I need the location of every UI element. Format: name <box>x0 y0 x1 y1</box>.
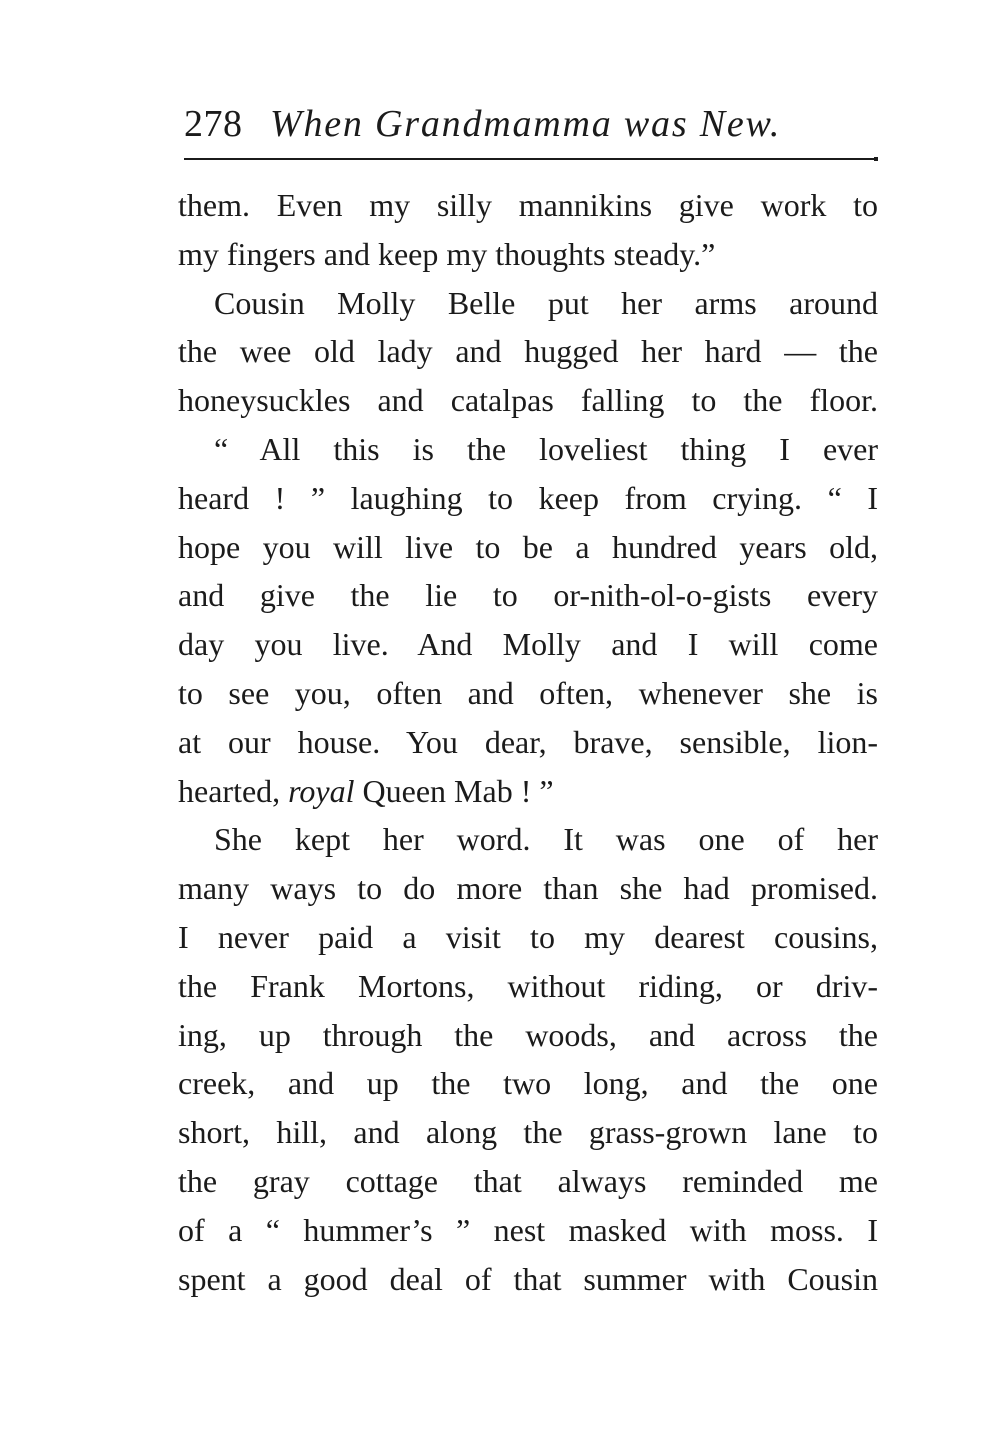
text-line: at our house. You dear, brave, sensible, lion- <box>178 723 878 760</box>
text-line: honeysuckles and catalpas falling to the floor. <box>178 382 878 419</box>
text-line: day you live. And Molly and I will come <box>178 626 878 663</box>
text-line: the Frank Mortons, without riding, or driv- <box>178 967 878 1004</box>
text-line: I never paid a visit to my dearest cousins, <box>178 918 878 955</box>
running-title: When Grandmamma was New. <box>270 103 782 145</box>
body-text <box>178 181 878 1303</box>
text-line: the gray cottage that always reminded me <box>178 1162 878 1199</box>
running-head <box>184 98 876 150</box>
text-line: and give the lie to or-nith-ol-o-gists every <box>178 577 878 614</box>
text-line: ing, up through the woods, and across the <box>178 1016 878 1053</box>
text-line: Cousin Molly Belle put her arms around <box>214 284 878 321</box>
text-line: of a “ hummer’s ” nest masked with moss. I <box>178 1211 878 1248</box>
text-fragment: Queen Mab ! ” <box>354 772 554 809</box>
text-fragment: hearted, <box>178 772 289 809</box>
text-line: spent a good deal of that summer with Cousin <box>178 1260 878 1297</box>
text-line: short, hill, and along the grass-grown lane to <box>178 1114 878 1151</box>
text-line <box>178 767 878 816</box>
text-line: hope you will live to be a hundred years old, <box>178 528 878 565</box>
page-number: 278 <box>184 103 243 145</box>
header-rule-end <box>874 157 878 161</box>
text-line: the wee old lady and hugged her hard — the <box>178 333 878 370</box>
text-line: “ All this is the loveliest thing I ever <box>214 430 878 467</box>
text-line: my fingers and keep my thoughts steady.” <box>178 235 716 272</box>
text-line: She kept her word. It was one of her <box>214 821 878 858</box>
text-line: many ways to do more than she had promised. <box>178 870 878 907</box>
text-line: them. Even my silly mannikins give work to <box>178 187 878 223</box>
text-line: heard ! ” laughing to keep from crying. “ I <box>178 479 878 516</box>
text-line: creek, and up the two long, and the one <box>178 1065 878 1102</box>
text-line: to see you, often and often, whenever she is <box>178 674 878 711</box>
header-rule <box>184 158 876 160</box>
italic-word: royal <box>288 772 355 809</box>
